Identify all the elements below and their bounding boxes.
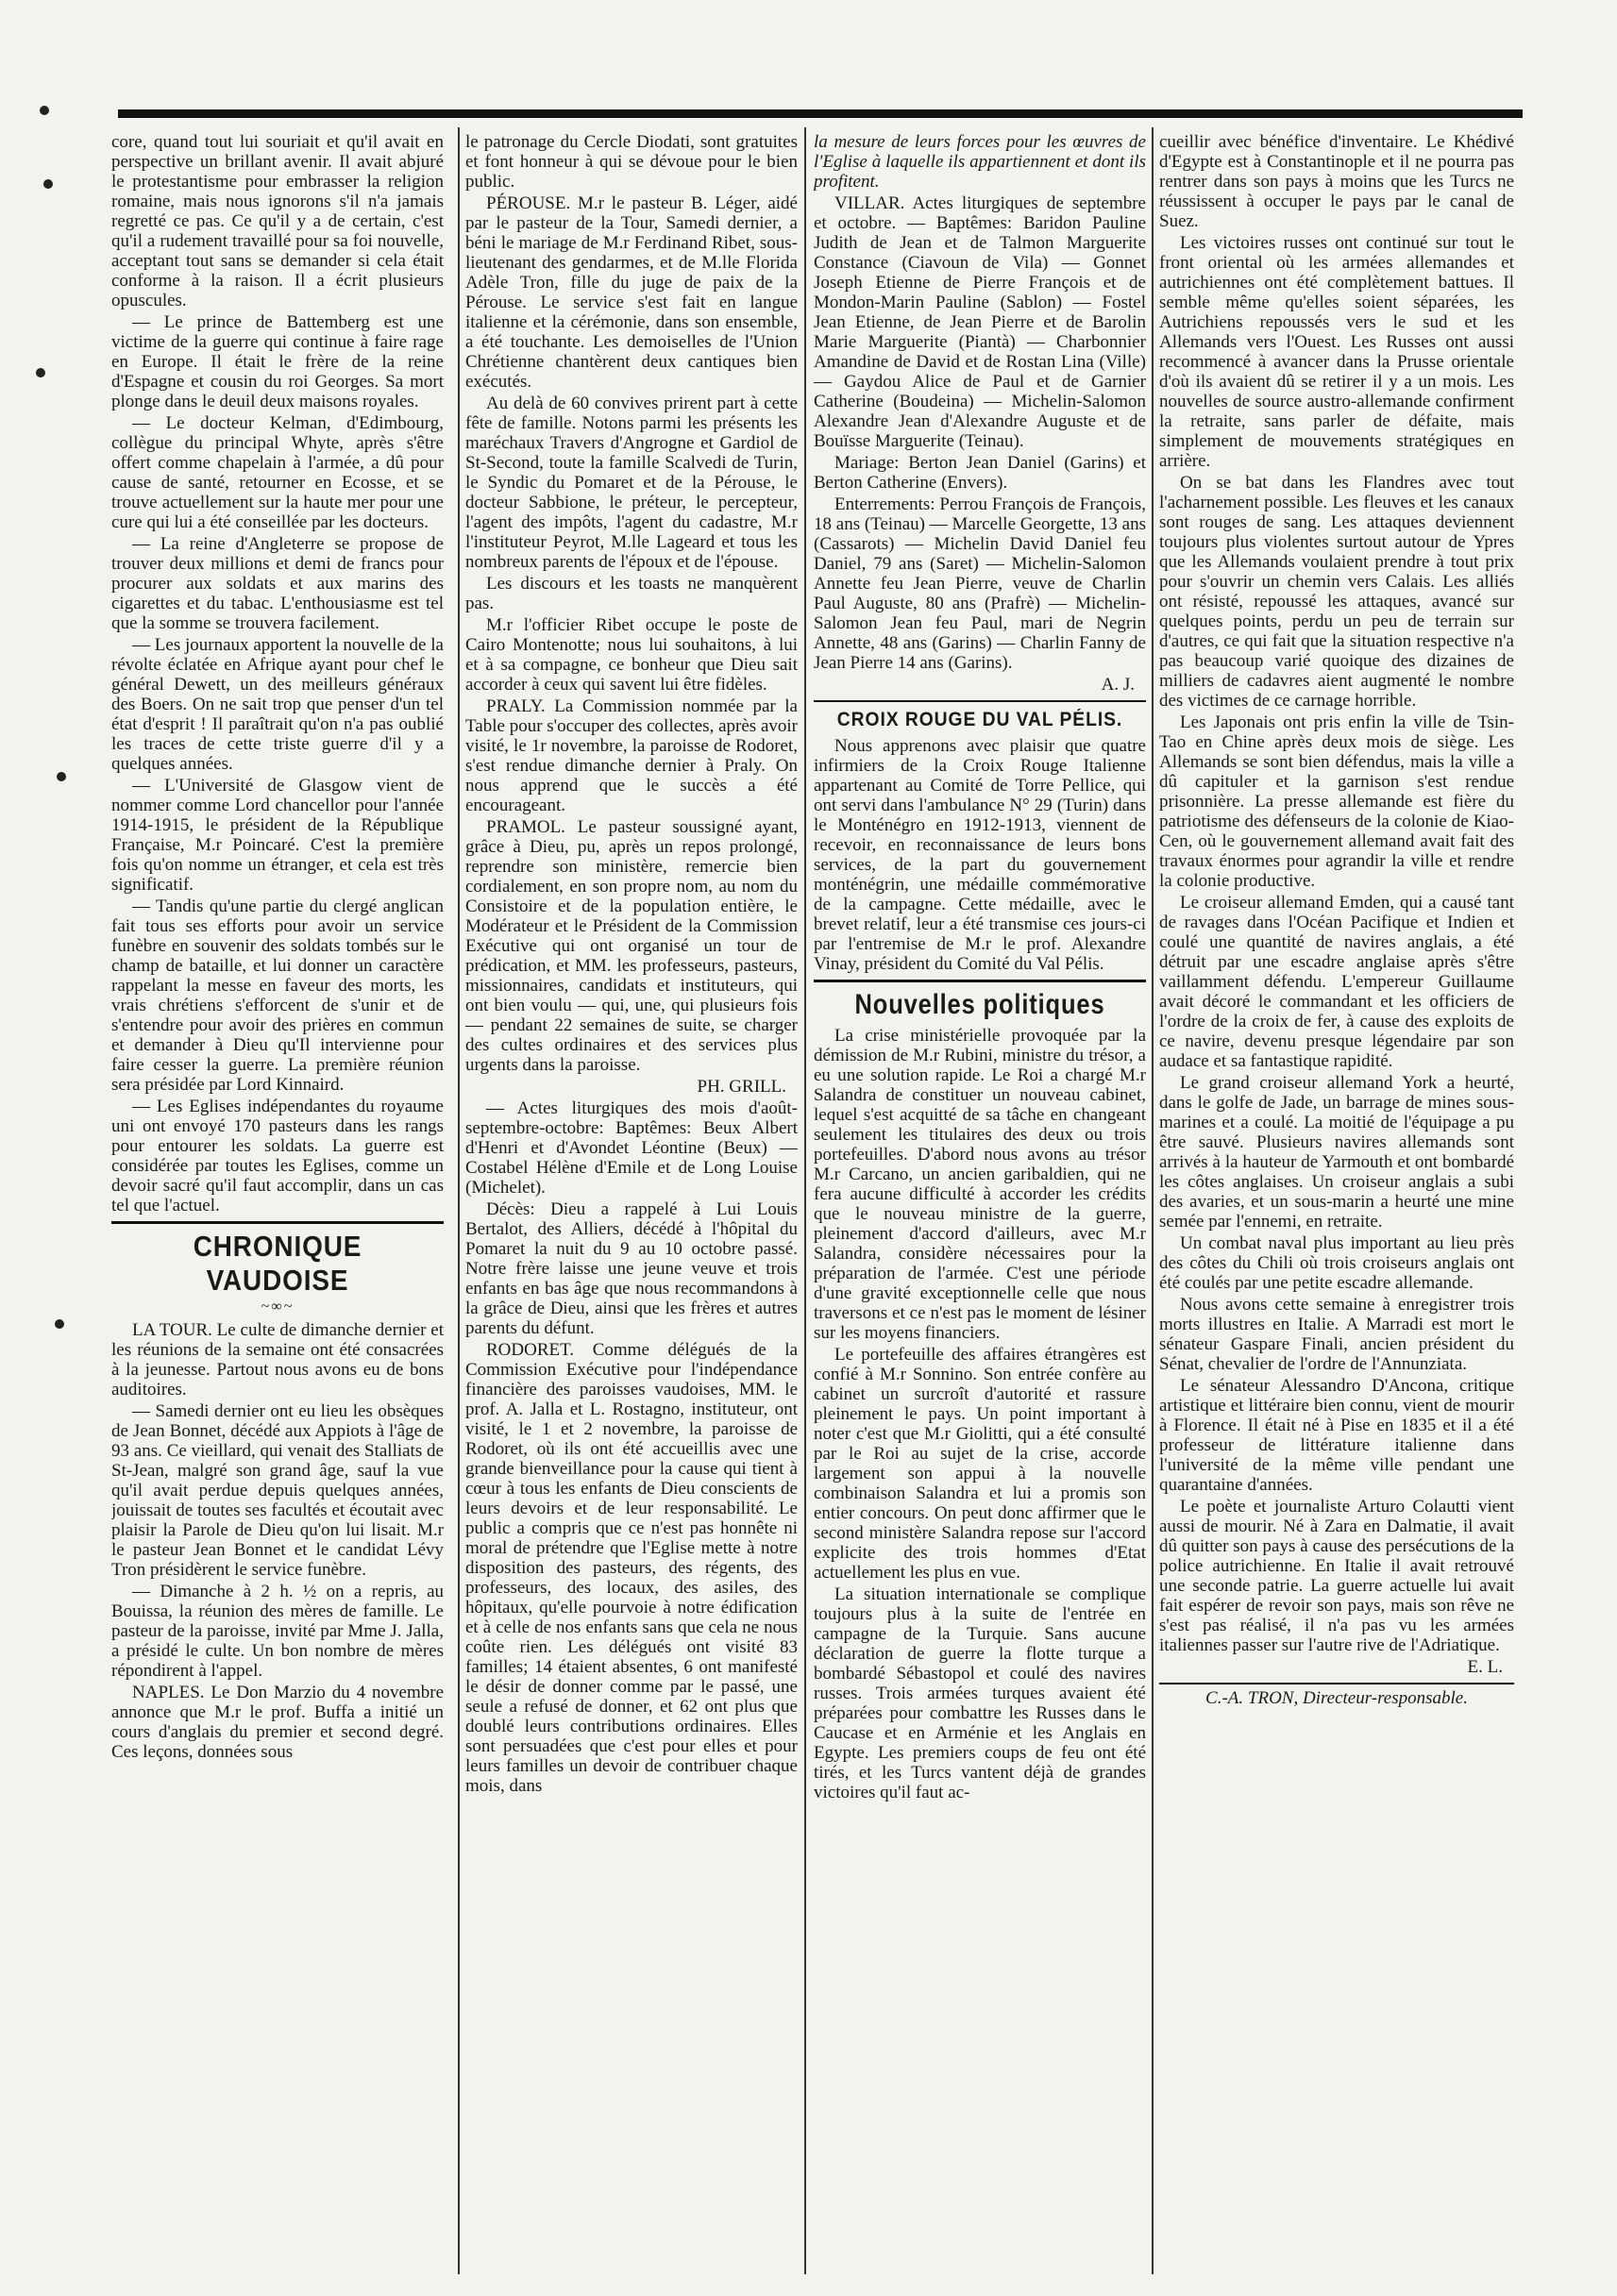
paragraph: PRALY. La Commission nommée par la Table pour s'occuper des collectes, après avoir visité, le 1r novembre, la paroisse de Rodoret, s'est rendue dimanche dernier à Praly. On nous apprend que le succès a été encourageant. bbox=[465, 696, 798, 815]
paragraph: Nous avons cette semaine à enregistrer trois morts illustres en Italie. A Marradi est mort le sénateur Gaspare Finali, ancien président du Sénat, chevalier de l'ordre de l'Annunziata. bbox=[1159, 1295, 1514, 1374]
section-heading: Nouvelles politiques bbox=[854, 989, 1105, 1020]
column-2 bbox=[465, 132, 798, 2274]
paragraph: Les discours et les toasts ne manquèrent pas. bbox=[465, 574, 798, 613]
ornament: ~∞~ bbox=[261, 1299, 295, 1315]
column-divider bbox=[804, 127, 806, 2274]
paragraph: cueillir avec bénéfice d'inventaire. Le Khédivé d'Egypte est à Constantinople et il ne pourra pas rentrer dans son pays à moins que les Turcs ne réussissent à occuper le pays par le canal de Suez. bbox=[1159, 132, 1514, 231]
paragraph: — Le docteur Kelman, d'Edimbourg, collègue du principal Whyte, après s'être offert comme chapelain à l'armée, a dû pour cause de santé, retourner en Ecosse, et se trouve actuellement sur la haute mer pour une cure qui lui a été conseillée par les docteurs. bbox=[111, 413, 444, 532]
paragraph: LA TOUR. Le culte de dimanche dernier et les réunions de la semaine ont été consacrées à la jeunesse. Partout nous avons eu de bons auditoires. bbox=[111, 1320, 444, 1399]
paragraph: On se bat dans les Flandres avec tout l'acharnement possible. Les fleuves et les canaux sont rouges de sang. Les attaques deviennent toujours plus violentes surtout autour de Ypres que les Allemands voulaient prendre à tout prix pour s'ouvrir un chemin vers Calais. Les alliés ont résisté, repoussé les attaques, avancé sur quelques points, perdu un peu de terrain sur d'autres, ce qui fait que la situation respective n'a pas beaucoup varié quoique des dizaines de milliers de cadavres aient augmenté le nombre des victimes de ce carnage horrible. bbox=[1159, 473, 1514, 711]
paragraph: PRAMOL. Le pasteur soussigné ayant, grâce à Dieu, pu, après un repos prolongé, reprendre son ministère, remercie bien cordialement, en son propre nom, au nom du Consistoire et de la population entière, le Modérateur et le Président de la Commission Exécutive qui ont organisé un tour de prédication, et MM. les professeurs, pasteurs, missionnaires, candidats et instituteurs, qui ont bien voulu — qui, une, qui plusieurs fois — pendant 22 semaines de suite, se charger des cultes ordinaires et des services plus urgents dans la paroisse. bbox=[465, 817, 798, 1075]
paragraph: Enterrements: Perrou François de François, 18 ans (Teinau) — Marcelle Georgette, 13 ans (Cassarots) — Michelin David Daniel feu Daniel, 79 ans (Saret) — Michelin-Salomon Annette feu Jean Pierre, veuve de Charlin Paul Auguste, 80 ans (Prafrè) — Michelin-Salomon Jean feu Paul, mari de Negrin Annette, 48 ans (Garins) — Charlin Fanny de Jean Pierre 14 ans (Garins). bbox=[814, 494, 1146, 673]
column-4 bbox=[1159, 132, 1514, 2274]
column-3 bbox=[814, 132, 1146, 2274]
paragraph: Le portefeuille des affaires étrangères est confié à M.r Sonnino. Son entrée confère au cabinet un surcroît d'autorité et rassure pleinement le pays. Un point important à noter c'est que M.r Giolitti, qui a été consulté par le Roi au sujet de la crise, accorde largement son appui à la nouvelle combinaison Salandra et lui a promis son entier concours. On peut donc affirmer que le second ministère Salandra repose sur l'accord explicite des trois hommes d'Etat actuellement les plus en vue. bbox=[814, 1345, 1146, 1583]
paragraph: — Tandis qu'une partie du clergé anglican fait tous ses efforts pour avoir un service funèbre en souvenir des soldats tombés sur le champ de bataille, et lui donner un caractère rappelant la messe en faveur des morts, les vrais chrétiens s'efforcent de s'unir et de s'entendre pour avoir des prières en commun et demander à Dieu qu'Il intervienne pour faire cesser la guerre. La première réunion sera présidée par Lord Kinnaird. bbox=[111, 897, 444, 1095]
paragraph: — Le prince de Battemberg est une victime de la guerre qui continue à faire rage en Europe. Il était le frère de la reine d'Espagne et cousin du roi Georges. Sa mort plonge dans le deuil deux maisons royales. bbox=[111, 312, 444, 411]
publisher-footer: C.-A. TRON, Directeur-responsable. bbox=[1205, 1688, 1468, 1708]
paragraph: M.r l'officier Ribet occupe le poste de Cairo Montenotte; nous lui souhaitons, à lui et à sa compagne, ce bonheur que Dieu sait accorder à ceux qui savent lui être fidèles. bbox=[465, 615, 798, 695]
paragraph: PÉROUSE. M.r le pasteur B. Léger, aidé par le pasteur de la Tour, Samedi dernier, a béni le mariage de M.r Ferdinand Ribet, sous-lieutenant des gendarmes, et de M.lle Florida Adèle Tron, fille du juge de paix de la Pérouse. Le service s'est fait en langue italienne et la cérémonie, dans son ensemble, a été touchante. Les demoiselles de l'Union Chrétienne chantèrent deux cantiques bien exécutés. bbox=[465, 193, 798, 392]
section-rule bbox=[1159, 1683, 1514, 1684]
section-heading: CROIX ROUGE DU VAL PÉLIS. bbox=[836, 709, 1123, 730]
paragraph: — La reine d'Angleterre se propose de trouver deux millions et demi de francs pour procurer aux soldats et aux marins des cigarettes et du tabac. L'enthousiasme est tel que la somme se trouvera facilement. bbox=[111, 534, 444, 633]
paragraph: Nous apprenons avec plaisir que quatre infirmiers de la Croix Rouge Italienne appartenant au Comité de Torre Pellice, qui ont servi dans l'ambulance N° 29 (Turin) dans le Monténégro en 1912-1913, viennent de recevoir, en reconnaissance de leurs bons services, de la part du gouvernement monténégrin, une médaille commémorative de la campagne. Cette médaille, avec le brevet relatif, leur a été transmise ces jours-ci par l'entremise de M.r le prof. Alexandre Vinay, président du Comité du Val Pélis. bbox=[814, 736, 1146, 974]
paragraph: le patronage du Cercle Diodati, sont gratuites et font honneur à qui se dévoue pour le bien public. bbox=[465, 132, 798, 192]
paragraph: Le sénateur Alessandro D'Ancona, critique artistique et littéraire bien connu, vient de mourir à Florence. Il était né à Pise en 1835 et il a été professeur de littérature italienne dans l'université de la même ville pendant une quarantaine d'années. bbox=[1159, 1376, 1514, 1495]
paragraph: NAPLES. Le Don Marzio du 4 novembre annonce que M.r le prof. Buffa a initié un cours d'anglais du premier et second degré. Ces leçons, données sous bbox=[111, 1683, 444, 1762]
paragraph: La crise ministérielle provoquée par la démission de M.r Rubini, ministre du trésor, a eu une solution rapide. Le Roi a chargé M.r Salandra de constituer un nouveau cabinet, lequel s'est acquitté de sa tâche en changeant seulement les titulaires des deux ou trois portefeuilles. D'abord nous avons au trésor M.r Carcano, un ancien garibaldien, qui ne fera aucune difficulté à accorder les crédits que le nouveau ministre de la guerre, pleinement d'accord d'ailleurs, avec M.r Salandra, considère nécessaires pour la préparation de l'armée. C'est une période d'une gravité exceptionnelle celle que nous traversons et ce n'est pas le moment de lésiner sur les moyens financiers. bbox=[814, 1026, 1146, 1343]
paragraph: La situation internationale se complique toujours plus à la suite de l'entrée en campagne de la Turquie. Sans aucune déclaration de guerre la flotte turque a bombardé Sébastopol et coulé des navires russes. Trois armées turques avaient été préparées pour combattre les Russes dans le Caucase et en Arménie et les Anglais en Egypte. Les premiers coups de feu ont été tirés, et les Turcs vantent déjà de grandes victoires qu'il faut ac- bbox=[814, 1584, 1146, 1802]
paragraph: — Dimanche à 2 h. ½ on a repris, au Bouissa, la réunion des mères de famille. Le pasteur de la paroisse, invité par Mme J. Jalla, a présidé le culte. Un bon nombre de mères répondirent à l'appel. bbox=[111, 1582, 444, 1681]
paragraph: Le croiseur allemand Emden, qui a causé tant de ravages dans l'Océan Pacifique et Indien et coulé une quantité de navires anglais, a été détruit par une escadre anglaise après s'être vaillamment défendu. L'empereur Guillaume avait décoré le commandant et les officiers de l'ordre de la croix de fer, à cause des exploits de ce navire, devenu presque légendaire par son audace et sa fantastique rapidité. bbox=[1159, 893, 1514, 1071]
paragraph: Mariage: Berton Jean Daniel (Garins) et Berton Catherine (Envers). bbox=[814, 453, 1146, 493]
section-heading: CHRONIQUE VAUDOISE bbox=[193, 1230, 362, 1297]
paragraph: VILLAR. Actes liturgiques de septembre et octobre. — Baptêmes: Baridon Pauline Judith de Jean et de Talmon Marguerite Constance (Ciavoun de Vila) — Gonnet Joseph Etienne de Pierre François et de Mondon-Marin Pauline (Sablon) — Fostel Jean Etienne, de Jean Pierre et de Barolin Marie Marguerite (Piantà) — Charbonnier Amandine de David et de Rostan Lina (Ville) — Gaydou Alice de Paul et de Garnier Catherine (Boudeina) — Michelin-Salomon Alexandre Jean d'Alexandre Auguste et de Bouïsse Marguerite (Teinau). bbox=[814, 193, 1146, 451]
paragraph: Les Japonais ont pris enfin la ville de Tsin-Tao en Chine après deux mois de siège. Les Allemands se sont bien défendus, mais la ville a dû capituler et la garnison s'est rendue prisonnière. La presse allemande est fière du patriotisme des défenseurs de la colonie de Kiao-Cen, où le gouvernement allemand avait fait des travaux énormes pour agrandir la ville et rendre la colonie productive. bbox=[1159, 712, 1514, 891]
paragraph: — Les Eglises indépendantes du royaume uni ont envoyé 170 pasteurs dans les rangs pour entourer les soldats. La guerre est considérée par toutes les Eglises, comme un devoir sacré qu'il faut accomplir, dans un cas tel que l'actuel. bbox=[111, 1097, 444, 1215]
paragraph: — Actes liturgiques des mois d'août-septembre-octobre: Baptêmes: Beux Albert d'Henri et d'Avondet Léontine (Beux) — Costabel Hélène d'Emile et de Long Louise (Michelet). bbox=[465, 1098, 798, 1198]
paragraph: la mesure de leurs forces pour les œuvres de l'Eglise à laquelle ils appartiennent et dont ils profitent. bbox=[814, 132, 1146, 192]
paragraph: — L'Université de Glasgow vient de nommer comme Lord chancellor pour l'année 1914-1915, le président de la République Française, M.r Poincaré. C'est la première fois qu'on nomme un étranger, et cela est très significatif. bbox=[111, 776, 444, 895]
section-rule bbox=[111, 1221, 444, 1224]
paragraph: Les victoires russes ont continué sur tout le front oriental où les armées allemandes et autrichiennes ont été complètement battues. Il semble même qu'elles soient séparées, les Autrichiens repoussés vers le sud et les Allemands vers l'Ouest. Les Russes ont aussi recommencé à avancer dans la Prusse orientale d'où ils avaient dû se retirer il y a un mois. Les nouvelles de source austro-allemande confirment la retraite, sans parler de défaite, mais simplement de mouvements stratégiques en arrière. bbox=[1159, 233, 1514, 471]
paragraph: Décès: Dieu a rappelé à Lui Louis Bertalot, des Alliers, décédé à l'hôpital du Pomaret la nuit du 9 au 10 octobre passé. Notre frère laisse une jeune veuve et trois enfants en bas âge que nous recommandons à la grâce de Dieu, ainsi que les frères et autres parents du défunt. bbox=[465, 1199, 798, 1338]
signature: PH. GRILL. bbox=[697, 1077, 786, 1097]
section-rule bbox=[814, 980, 1146, 982]
signature: E. L. bbox=[1467, 1657, 1503, 1677]
paragraph: Un combat naval plus important au lieu près des côtes du Chili où trois croiseurs anglais ont été coulés par une petite escadre allemande. bbox=[1159, 1233, 1514, 1293]
paragraph: Au delà de 60 convives prirent part à cette fête de famille. Notons parmi les présents les maréchaux Travers d'Angrogne et Gardiol de St-Second, toute la famille Scalvedi de Turin, le Syndic du Pomaret et de la Pérouse, le docteur Sabbione, le préteur, le percepteur, l'agent des impôts, l'agent du cadastre, M.r l'instituteur Peyrot, M.lle Lageard et tous les nombreux parents de l'époux et de l'épouse. bbox=[465, 394, 798, 572]
column-divider bbox=[458, 127, 460, 2274]
paragraph: — Samedi dernier ont eu lieu les obsèques de Jean Bonnet, décédé aux Appiots à l'âge de 93 ans. Ce vieillard, qui venait des Stalliats de St-Jean, malgré son grand âge, sauf la vue qu'il avait perdue depuis quelques années, jouissait de toutes ses facultés et écoutait avec plaisir la Parole de Dieu qu'on lui lisait. M.r le pasteur Jean Bonnet et le candidat Lévy Tron présidèrent le service funèbre. bbox=[111, 1401, 444, 1580]
paragraph: Le grand croiseur allemand York a heurté, dans le golfe de Jade, un barrage de mines sous-marines et a coulé. La moitié de l'équipage a pu être sauvé. Plusieurs navires allemands sont arrivés à la hauteur de Yarmouth et ont bombardé les côtes anglaises. Un croiseur anglais a subi des avaries, et un sous-marin a heurté une mine semée par l'ennemi, en retraite. bbox=[1159, 1073, 1514, 1232]
section-rule bbox=[814, 700, 1146, 702]
column-divider bbox=[1152, 127, 1154, 2274]
page-top-rule bbox=[118, 109, 1523, 118]
paragraph: Le poète et journaliste Arturo Colautti vient aussi de mourir. Né à Zara en Dalmatie, il avait dû quitter son pays à cause des persécutions de la police autrichienne. En Italie il avait retrouvé une seconde patrie. La guerre actuelle lui avait fait espérer de revoir son pays, mais son rêve ne s'est pas réalisé, il n'a pas vu les armées italiennes passer sur l'autre rive de l'Adriatique. bbox=[1159, 1497, 1514, 1655]
column-1 bbox=[111, 132, 444, 2274]
paragraph: RODORET. Comme délégués de la Commission Exécutive pour l'indépendance financière des paroisses vaudoises, MM. le prof. A. Jalla et L. Rostagno, instituteur, ont visité, le 1 et 2 novembre, la paroisse de Rodoret, où ils ont été accueillis avec une grande bienveillance pour la cause qui tient à cœur à tous les enfants de Dieu conscients de leurs devoirs et de leur responsabilité. Le public a compris que ce n'est pas honnête ni moral de prétendre que l'Eglise mette à notre disposition des pasteurs, des régents, des professeurs, des locaux, des asiles, des hôpitaux, qu'elle pourvoie à notre édification et à celle de nos enfants sans que cela ne nous coûte rien. Les délégués ont visité 83 familles; 14 étaient absentes, 6 ont manifesté le désir de donner comme par le passé, une seule a refusé de donner, et 62 ont plus que doublé leurs contributions ordinaires. Elles sont persuadées que c'est pour elles et pour leurs familles un devoir de contribuer chaque mois, dans bbox=[465, 1340, 798, 1796]
paragraph: — Les journaux apportent la nouvelle de la révolte éclatée en Afrique ayant pour chef le général Dewett, un des meilleurs généraux des Boers. On ne sait trop que penser d'un tel état d'esprit ! Il paraîtrait qu'on n'a pas oublié les traces de cette triste guerre d'il y a quelques années. bbox=[111, 635, 444, 774]
signature: A. J. bbox=[1101, 675, 1135, 695]
paragraph: core, quand tout lui souriait et qu'il avait en perspective un brillant avenir. Il avait abjuré le protestantisme pour embrasser la religion romaine, mais nous ignorons s'il n'a jamais regretté ce pas. Ce qu'il y a de certain, c'est qu'il a rudement travaillé pour sa foi nouvelle, acceptant tout sans se demander si cela était conforme à la raison. Il a écrit plusieurs opuscules. bbox=[111, 132, 444, 310]
